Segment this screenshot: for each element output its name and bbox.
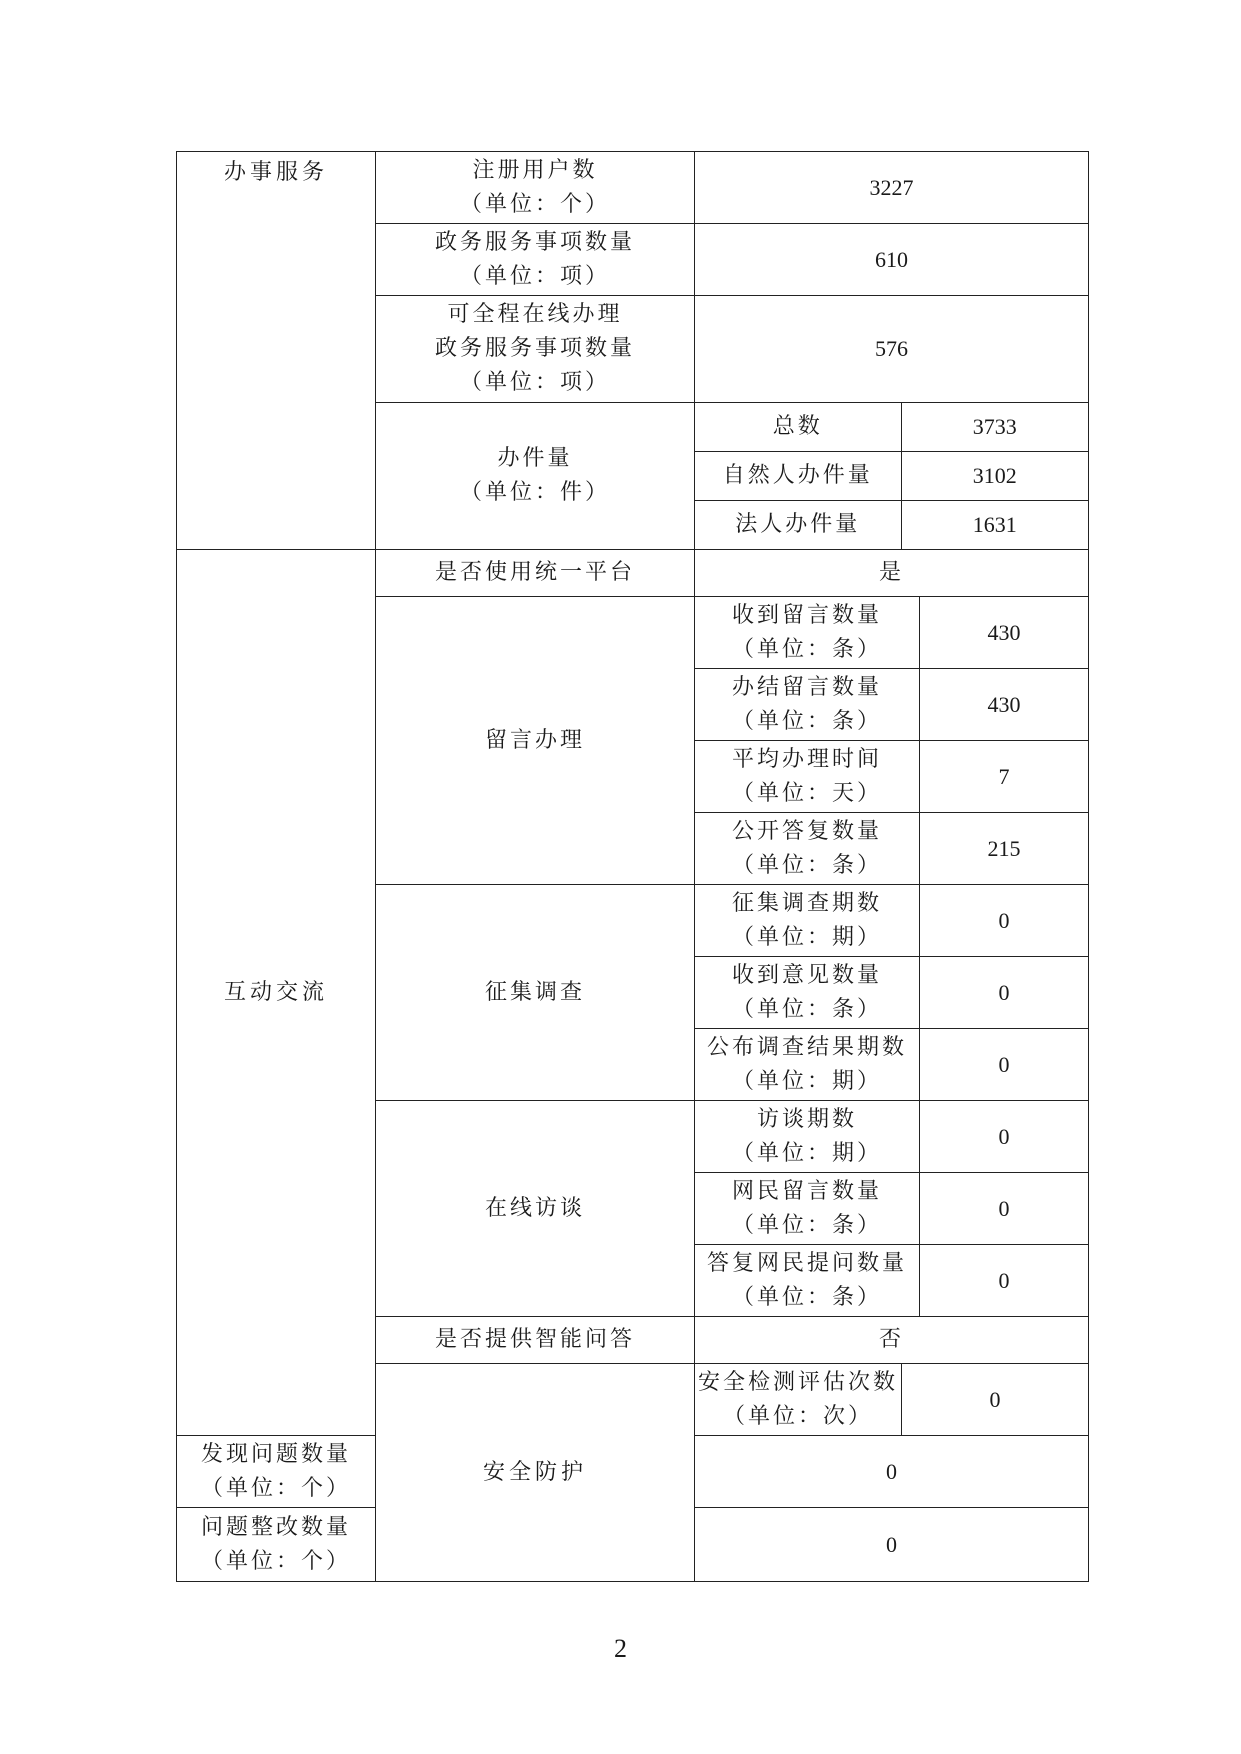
messages-received-label xyxy=(695,597,920,669)
unit-text: （单位：天） xyxy=(731,780,882,806)
label-text: 可全程在线办理 xyxy=(447,302,623,327)
cases-total-label: 总数 xyxy=(695,403,901,451)
online-items-label xyxy=(376,296,695,403)
unit-text: （单位：条） xyxy=(731,708,882,734)
security-issues-found-label xyxy=(177,1436,376,1508)
unit-text: （单位：件） xyxy=(459,480,610,505)
surveys-results-label xyxy=(695,1029,920,1101)
cases-legal-value: 1631 xyxy=(901,501,1088,549)
cases-breakdown-cell xyxy=(695,403,1089,550)
security-assessments-label xyxy=(695,1364,902,1436)
category-interaction: 互动交流 xyxy=(177,550,376,1436)
cases-legal-label: 法人办件量 xyxy=(695,501,901,549)
registered-users-value: 3227 xyxy=(695,152,1089,224)
interviews-messages-value: 0 xyxy=(920,1173,1089,1245)
messages-public-replies-label xyxy=(695,813,920,885)
security-issues-fixed-label xyxy=(177,1508,376,1582)
unit-text: （单位：条） xyxy=(731,1284,882,1310)
messages-closed-value: 430 xyxy=(920,669,1089,741)
cases-person-label: 自然人办件量 xyxy=(695,451,901,500)
label-text: 答复网民提问数量 xyxy=(706,1250,907,1276)
security-assessments-value: 0 xyxy=(902,1364,1089,1436)
unit-text: （单位：期） xyxy=(731,924,882,950)
label-text: 政务服务事项数量 xyxy=(434,336,635,361)
security-issues-found-value: 0 xyxy=(695,1436,1089,1508)
cases-breakdown xyxy=(695,403,1088,549)
service-items-value: 610 xyxy=(695,224,1089,296)
interviews-periods-value: 0 xyxy=(920,1101,1089,1173)
cases-person-value: 3102 xyxy=(901,451,1088,500)
label-text: 办结留言数量 xyxy=(731,674,882,700)
unit-text: （单位：个） xyxy=(459,191,610,217)
unit-text: （单位：期） xyxy=(731,1068,882,1094)
label-text: 访谈期数 xyxy=(756,1106,857,1132)
surveys-results-value: 0 xyxy=(920,1029,1089,1101)
messages-closed-label xyxy=(695,669,920,741)
label-text: 办件量 xyxy=(497,446,573,471)
unit-text: （单位：条） xyxy=(731,996,882,1022)
unit-text: （单位：条） xyxy=(731,636,882,662)
interviews-replies-value: 0 xyxy=(920,1245,1089,1317)
unit-text: （单位：个） xyxy=(200,1548,351,1574)
messages-avg-time-value: 7 xyxy=(920,741,1089,813)
messages-avg-time-label xyxy=(695,741,920,813)
surveys-periods-label xyxy=(695,885,920,957)
surveys-label: 征集调查 xyxy=(376,885,695,1101)
smart-qa-label: 是否提供智能问答 xyxy=(376,1317,695,1364)
service-items-label xyxy=(376,224,695,296)
unified-platform-label: 是否使用统一平台 xyxy=(376,550,695,597)
page-number: 2 xyxy=(614,1634,627,1663)
unit-text: （单位：期） xyxy=(731,1140,882,1166)
unit-text: （单位：项） xyxy=(459,263,610,289)
unit-text: （单位：项） xyxy=(459,370,610,395)
label-text: 公开答复数量 xyxy=(731,818,882,844)
label-text: 收到意见数量 xyxy=(731,962,882,988)
messages-public-replies-value: 215 xyxy=(920,813,1089,885)
security-issues-fixed-value: 0 xyxy=(695,1508,1089,1582)
surveys-periods-value: 0 xyxy=(920,885,1089,957)
smart-qa-value: 否 xyxy=(695,1317,1089,1364)
label-text: 政务服务事项数量 xyxy=(434,229,635,255)
unit-text: （单位：次） xyxy=(722,1403,873,1429)
registered-users-label xyxy=(376,152,695,224)
label-text: 问题整改数量 xyxy=(200,1514,351,1540)
label-text: 注册用户数 xyxy=(472,157,598,183)
category-service: 办事服务 xyxy=(177,152,376,550)
cases-label xyxy=(376,403,695,550)
unit-text: （单位：条） xyxy=(731,852,882,878)
category-security: 安全防护 xyxy=(376,1364,695,1582)
interviews-periods-label xyxy=(695,1101,920,1173)
online-items-value: 576 xyxy=(695,296,1089,403)
statistics-table xyxy=(176,151,1089,1582)
interviews-messages-label xyxy=(695,1173,920,1245)
cases-total-value: 3733 xyxy=(901,403,1088,451)
messages-received-value: 430 xyxy=(920,597,1089,669)
unit-text: （单位：条） xyxy=(731,1212,882,1238)
label-text: 收到留言数量 xyxy=(731,602,882,628)
unit-text: （单位：个） xyxy=(200,1475,351,1501)
surveys-opinions-label xyxy=(695,957,920,1029)
label-text: 安全检测评估次数 xyxy=(697,1369,898,1395)
label-text: 发现问题数量 xyxy=(200,1441,351,1467)
label-text: 公布调查结果期数 xyxy=(706,1034,907,1060)
unified-platform-value: 是 xyxy=(695,550,1089,597)
label-text: 网民留言数量 xyxy=(731,1178,882,1204)
label-text: 征集调查期数 xyxy=(731,890,882,916)
interviews-label: 在线访谈 xyxy=(376,1101,695,1317)
surveys-opinions-value: 0 xyxy=(920,957,1089,1029)
messages-label: 留言办理 xyxy=(376,597,695,885)
interviews-replies-label xyxy=(695,1245,920,1317)
label-text: 平均办理时间 xyxy=(731,746,882,772)
